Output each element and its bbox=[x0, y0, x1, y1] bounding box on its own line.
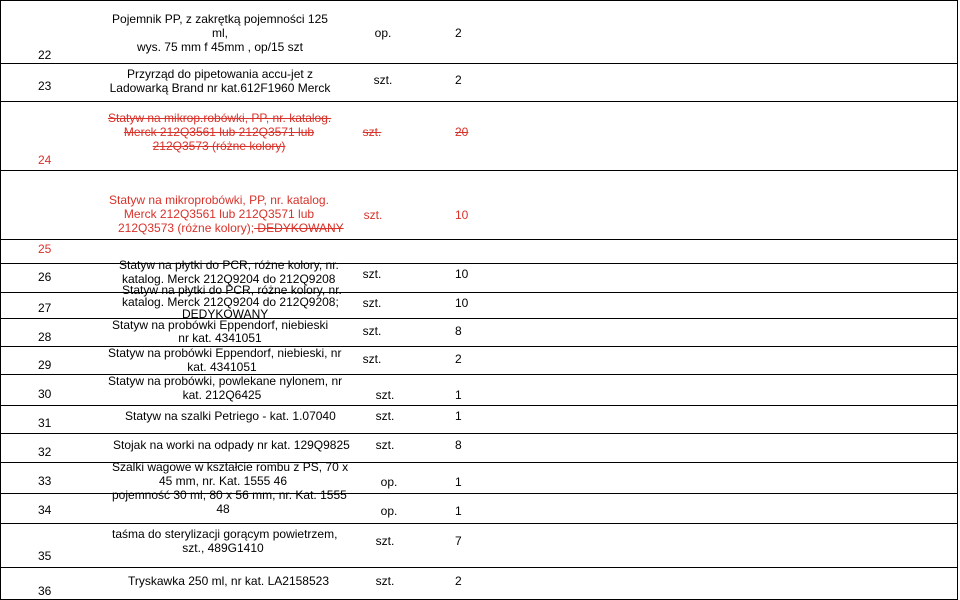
row-number: 24 bbox=[38, 153, 52, 167]
item-unit: szt. bbox=[362, 267, 382, 281]
row-number: 29 bbox=[38, 358, 52, 372]
item-unit: szt. bbox=[375, 574, 395, 588]
column-divider bbox=[957, 0, 958, 600]
item-quantity: 10 bbox=[455, 296, 469, 310]
item-description-line bbox=[118, 221, 344, 236]
item-description-line: nr kat. 4341051 bbox=[178, 331, 262, 345]
item-quantity: 20 bbox=[455, 125, 469, 139]
item-description-line: wys. 75 mm f 45mm , op/15 szt bbox=[136, 40, 304, 54]
item-description-line: Przyrząd do pipetowania accu-jet z bbox=[126, 67, 314, 81]
item-description-line: kat. 4341051 bbox=[187, 360, 257, 374]
item-description-line: Statyw na mikroprobówki, PP, nr. katalog. bbox=[109, 193, 329, 207]
row-divider bbox=[0, 567, 958, 568]
row-divider bbox=[0, 0, 958, 1]
item-description-line: 45 mm, nr. Kat. 1555 46 bbox=[158, 474, 288, 488]
row-number: 35 bbox=[38, 549, 52, 563]
item-description-line: Pojemnik PP, z zakrętką pojemności 125 bbox=[112, 12, 328, 26]
row-number: 26 bbox=[38, 270, 52, 284]
row-number: 25 bbox=[38, 242, 52, 256]
item-quantity: 7 bbox=[455, 534, 462, 548]
item-quantity: 1 bbox=[455, 388, 462, 402]
item-unit: szt. bbox=[375, 534, 395, 548]
item-quantity: 10 bbox=[455, 208, 469, 222]
item-unit: szt. bbox=[373, 73, 393, 87]
row-number: 23 bbox=[38, 79, 52, 93]
row-divider bbox=[0, 433, 958, 434]
item-description-line: Stojak na worki na odpady nr kat. 129Q9825 bbox=[113, 438, 350, 452]
item-description-line: Statyw na probówki Eppendorf, niebieski bbox=[112, 318, 329, 332]
row-number: 28 bbox=[38, 330, 52, 344]
item-description-line: Statyw na mikrop.robówki, PP, nr. katalog. bbox=[108, 111, 332, 125]
item-unit: szt. bbox=[362, 324, 382, 338]
row-divider bbox=[0, 170, 958, 171]
item-quantity: 2 bbox=[455, 352, 462, 366]
item-unit: szt. bbox=[375, 438, 395, 452]
item-description-text: 212Q3573 (różne kolory); bbox=[118, 221, 255, 235]
row-number: 34 bbox=[38, 503, 52, 517]
item-description-line: DEDYKOWANY bbox=[182, 307, 269, 318]
item-description-line: katalog. Merck 212Q9204 do 212Q9208; bbox=[122, 295, 339, 309]
column-divider bbox=[0, 0, 1, 600]
item-unit: szt. bbox=[375, 409, 395, 423]
item-description-line: Tryskawka 250 ml, nr kat. LA2158523 bbox=[128, 574, 329, 588]
item-description-line: Merck 212Q3561 lub 212Q3571 lub bbox=[123, 125, 315, 139]
item-quantity: 1 bbox=[455, 475, 462, 489]
item-description-line: Statyw na probówki, powlekane nylonem, nr bbox=[108, 374, 343, 388]
item-quantity: 1 bbox=[455, 504, 462, 518]
row-divider bbox=[0, 63, 958, 64]
item-description-line: Statyw na szalki Petriego - kat. 1.07040 bbox=[125, 409, 336, 423]
row-number: 27 bbox=[38, 301, 52, 315]
row-number: 33 bbox=[38, 474, 52, 488]
row-divider bbox=[0, 405, 958, 406]
item-description-line: Statyw na płytki do PCR, różne kolory, nr. bbox=[122, 283, 342, 297]
item-unit: op. bbox=[380, 475, 398, 489]
item-unit: szt. bbox=[375, 388, 395, 402]
item-unit: szt. bbox=[362, 296, 382, 310]
item-unit: szt. bbox=[362, 352, 382, 366]
item-unit: szt. bbox=[363, 208, 383, 222]
item-description-line: kat. 212Q6425 bbox=[182, 388, 262, 402]
item-description-line: Szalki wagowe w kształcie rombu z PS, 70 x bbox=[112, 460, 349, 474]
item-description-line: Ladowarką Brand nr kat.612F1960 Merck bbox=[109, 81, 331, 95]
item-description-line: 48 bbox=[216, 502, 230, 516]
item-quantity: 8 bbox=[455, 438, 462, 452]
item-description-line: Statyw na probówki Eppendorf, niebieski, nr bbox=[108, 346, 342, 360]
row-divider bbox=[0, 523, 958, 524]
item-quantity: 2 bbox=[455, 574, 462, 588]
row-number: 32 bbox=[38, 445, 52, 459]
item-unit: op. bbox=[374, 26, 392, 40]
item-description-line: ml, bbox=[212, 26, 228, 40]
item-description-line: 212Q3573 (różne kolory) bbox=[152, 139, 286, 153]
item-quantity: 2 bbox=[455, 26, 462, 40]
row-divider bbox=[0, 101, 958, 102]
row-divider bbox=[0, 239, 958, 240]
row-number: 31 bbox=[38, 416, 52, 430]
item-quantity: 8 bbox=[455, 324, 462, 338]
item-quantity: 1 bbox=[455, 409, 462, 423]
item-unit: op. bbox=[380, 504, 398, 518]
item-quantity: 10 bbox=[455, 267, 469, 281]
row-number: 36 bbox=[38, 584, 52, 598]
item-description-line: taśma do sterylizacji gorącym powietrzem, bbox=[112, 527, 338, 541]
row-number: 30 bbox=[38, 387, 52, 401]
item-description-line: szt., 489G1410 bbox=[182, 541, 264, 555]
dedicated-note: DEDYKOWANY bbox=[254, 221, 344, 235]
row-number: 22 bbox=[38, 48, 52, 62]
item-unit: szt. bbox=[362, 125, 382, 139]
item-description-line: Merck 212Q3561 lub 212Q3571 lub bbox=[123, 207, 315, 221]
item-description-line: pojemność 30 ml, 80 x 56 mm, nr. Kat. 1555 bbox=[112, 488, 347, 502]
item-description-line: Statyw na płytki do PCR, różne kolory, nr. bbox=[119, 258, 339, 272]
item-description-line: katalog. Merck 212Q9204 do 212Q9208 bbox=[122, 272, 336, 286]
item-quantity: 2 bbox=[455, 73, 462, 87]
